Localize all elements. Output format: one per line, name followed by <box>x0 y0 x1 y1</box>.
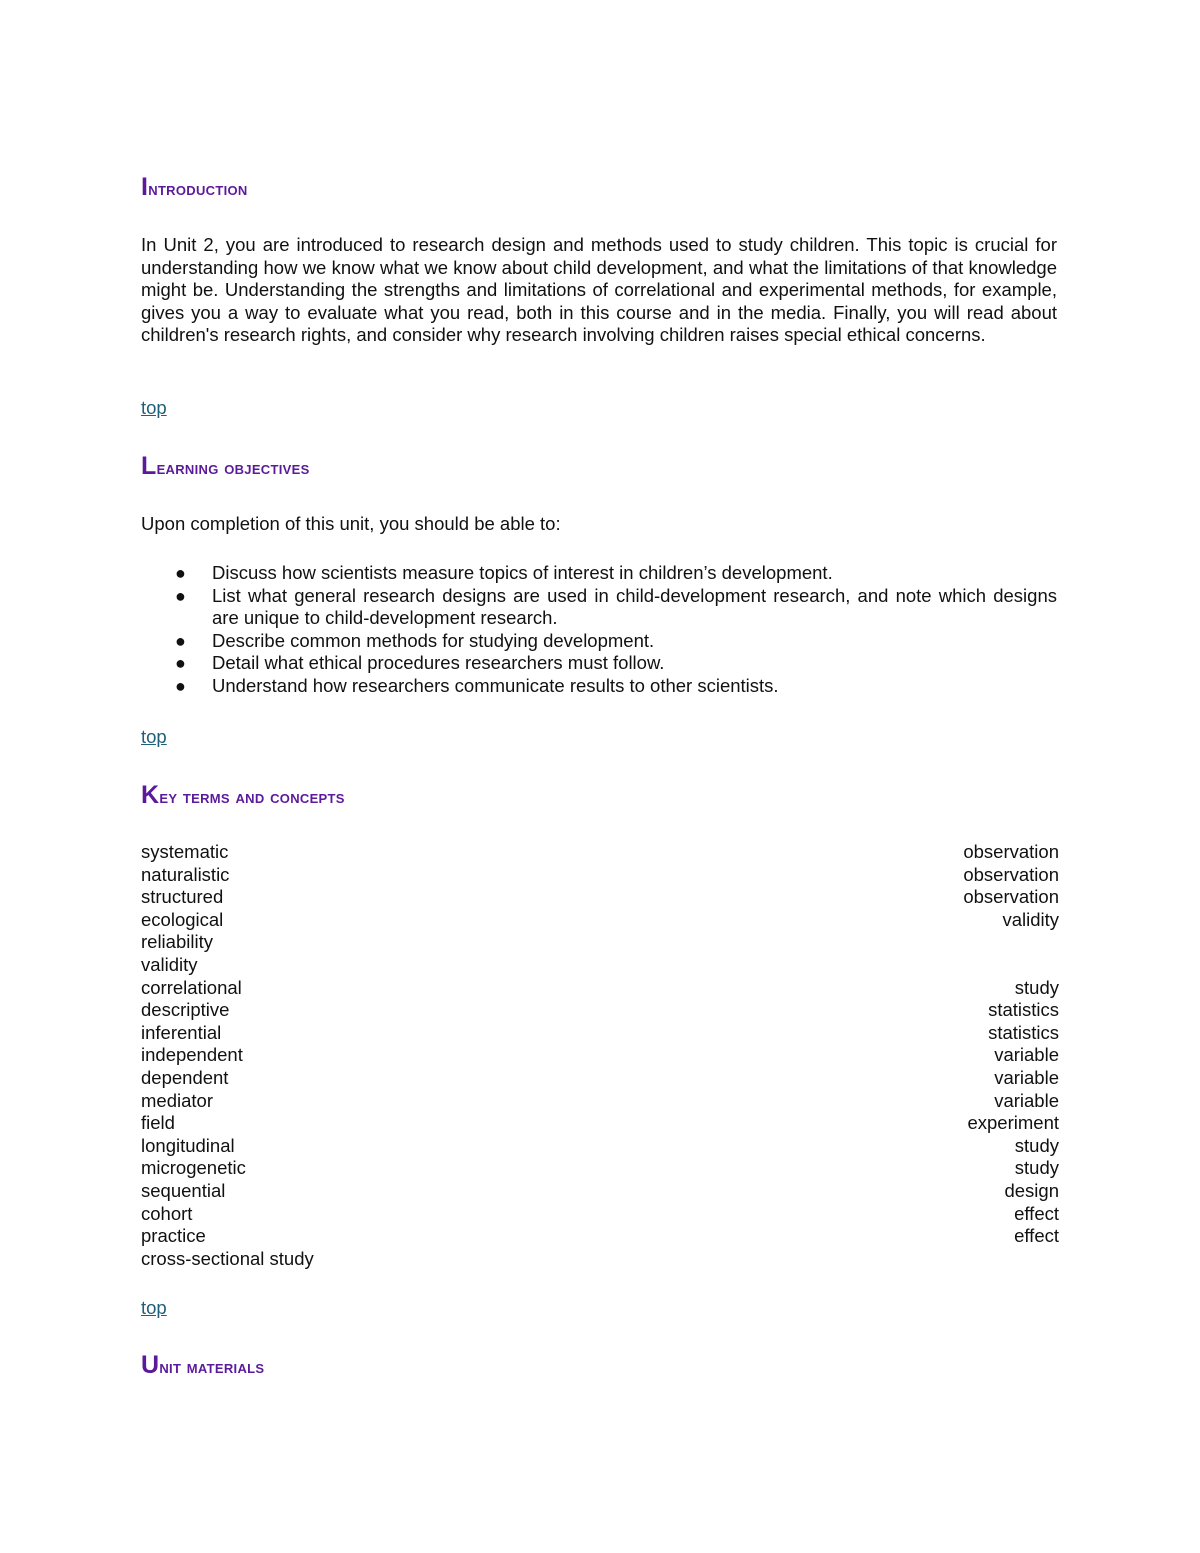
term-row <box>141 931 1059 954</box>
term-left: structured <box>141 886 224 908</box>
term-right: statistics <box>988 1021 1059 1043</box>
term-right: variable <box>994 1066 1059 1088</box>
term-row <box>141 1248 1059 1271</box>
term-left: validity <box>141 953 198 975</box>
introduction-heading-rest: ntroduction <box>148 179 248 200</box>
term-left: correlational <box>141 976 242 998</box>
term-right: statistics <box>988 999 1059 1021</box>
term-right: effect <box>1014 1225 1059 1247</box>
term-row <box>141 1157 1059 1180</box>
introduction-heading <box>141 174 248 203</box>
unit-materials-heading-initial: U <box>141 1351 160 1379</box>
list-item <box>141 562 1057 585</box>
key-terms-heading <box>141 782 345 811</box>
objective-text: Discuss how scientists measure topics of interest in children’s development. <box>212 562 833 583</box>
term-row <box>141 1180 1059 1203</box>
top-link[interactable]: top <box>141 397 167 418</box>
term-row <box>141 1044 1059 1067</box>
term-right: observation <box>963 886 1059 908</box>
bullet-icon: ● <box>175 630 186 651</box>
term-left: descriptive <box>141 999 230 1021</box>
term-left: longitudinal <box>141 1134 235 1156</box>
term-right: validity <box>1002 908 1059 930</box>
term-left: systematic <box>141 841 229 862</box>
key-terms-list <box>141 841 1059 1270</box>
term-right: study <box>1014 1134 1059 1156</box>
term-right: study <box>1014 976 1059 998</box>
term-row <box>141 1067 1059 1090</box>
term-left: microgenetic <box>141 1157 246 1179</box>
term-right: design <box>1004 1179 1059 1201</box>
term-row <box>141 977 1059 1000</box>
list-item <box>141 630 1057 653</box>
term-row <box>141 1225 1059 1248</box>
list-item <box>141 652 1057 675</box>
learning-objectives-heading-initial: L <box>141 452 157 480</box>
objective-text: List what general research designs are used in child-development research, and note which designs are unique to child-development research. <box>212 584 1057 629</box>
term-row <box>141 1090 1059 1113</box>
term-right: variable <box>994 1089 1059 1111</box>
objective-text: Describe common methods for studying development. <box>212 629 655 651</box>
term-left: independent <box>141 1044 243 1066</box>
learning-objectives-heading-rest: earning objectives <box>156 458 310 479</box>
list-item <box>141 585 1057 630</box>
key-terms-heading-initial: K <box>141 781 160 809</box>
term-left: ecological <box>141 908 224 930</box>
bullet-icon: ● <box>175 585 186 606</box>
top-link[interactable]: top <box>141 1297 167 1318</box>
term-row <box>141 841 1059 864</box>
introduction-heading-initial: I <box>141 173 149 201</box>
term-left: inferential <box>141 1021 222 1043</box>
term-row <box>141 999 1059 1022</box>
term-left: dependent <box>141 1066 229 1088</box>
key-terms-heading-rest: ey terms and concepts <box>159 787 345 808</box>
term-row <box>141 864 1059 887</box>
term-left: reliability <box>141 931 213 953</box>
term-row <box>141 1203 1059 1226</box>
objective-text: Understand how researchers communicate results to other scientists. <box>212 674 779 696</box>
bullet-icon: ● <box>175 563 186 583</box>
term-left: cross-sectional study <box>141 1247 314 1269</box>
term-row <box>141 1112 1059 1135</box>
term-right: observation <box>963 863 1059 885</box>
term-row <box>141 1135 1059 1158</box>
objective-text: Detail what ethical procedures researchers must follow. <box>212 652 665 674</box>
bullet-icon: ● <box>175 653 186 674</box>
term-right: variable <box>994 1044 1059 1066</box>
term-row <box>141 954 1059 977</box>
term-row <box>141 909 1059 932</box>
term-left: mediator <box>141 1089 213 1111</box>
unit-materials-heading <box>141 1352 264 1381</box>
introduction-body: In Unit 2, you are introduced to research design and methods used to study children. This topic is crucial for understanding how we know what we know about child development, and what the limitations of that knowledge might be. Understanding the strengths and limitations of correlational and experimental methods, for example, gives you a way to evaluate what you read, both in this course and in the media. Finally, you will read about children's research rights, and consider why research involving children raises special ethical concerns. <box>141 234 1057 346</box>
term-right: experiment <box>967 1112 1059 1134</box>
top-link[interactable]: top <box>141 726 167 747</box>
list-item <box>141 675 1057 698</box>
objectives-intro: Upon completion of this unit, you should be able to: <box>141 513 561 534</box>
term-left: cohort <box>141 1202 193 1224</box>
unit-materials-heading-rest: nit materials <box>159 1357 265 1378</box>
learning-objectives-heading <box>141 453 310 482</box>
term-left: practice <box>141 1225 206 1247</box>
term-row <box>141 886 1059 909</box>
term-right: effect <box>1014 1202 1059 1224</box>
term-right: observation <box>963 841 1059 862</box>
term-row <box>141 1022 1059 1045</box>
bullet-icon: ● <box>175 675 186 696</box>
term-left: sequential <box>141 1179 226 1201</box>
term-left: naturalistic <box>141 863 230 885</box>
term-left: field <box>141 1112 175 1134</box>
objectives-list <box>141 562 1059 698</box>
term-right: study <box>1014 1157 1059 1179</box>
